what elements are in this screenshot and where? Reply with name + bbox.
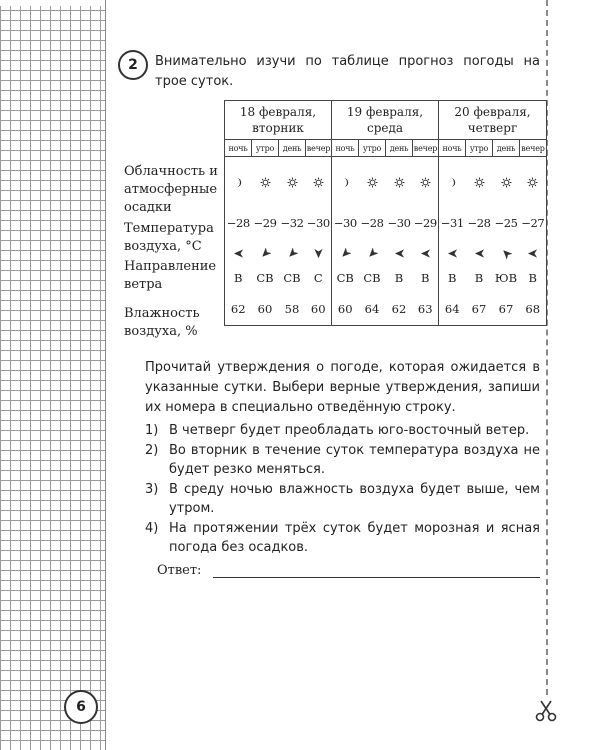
time-of-day-label: вечер — [306, 140, 332, 157]
wind-arrow-icon — [447, 248, 458, 259]
sun-icon — [260, 177, 271, 188]
temperature-cell: −28 — [360, 216, 384, 230]
wind-arrow-cell — [413, 241, 439, 263]
wind-direction-cell: В — [439, 263, 466, 293]
humidity-cell: 67 — [466, 293, 493, 326]
graph-paper-margin — [0, 0, 106, 750]
humidity-cell: 60 — [332, 293, 359, 326]
humidity-cell: 60 — [306, 293, 332, 326]
row-label-humidity: Влажность воздуха, % — [124, 306, 200, 339]
wind-arrow-icon — [420, 248, 431, 259]
wind-arrow-cell — [359, 241, 386, 263]
wind-arrow-icon — [474, 248, 485, 259]
time-of-day-label: день — [279, 140, 306, 157]
wind-direction-cell: С — [306, 263, 332, 293]
wind-arrow-cell — [332, 241, 359, 263]
wind-direction-cell: СВ — [283, 271, 301, 285]
temperature-cell: −28 — [467, 216, 491, 230]
sun-icon — [394, 177, 405, 188]
wind-arrow-cell — [225, 241, 252, 263]
statement-item: 2) Во вторник в течение суток температура воздуха не будет резко меняться. — [145, 443, 540, 477]
temperature-cell: −29 — [253, 216, 277, 230]
scissors-icon — [534, 700, 558, 722]
time-of-day-label: вечер — [520, 140, 547, 157]
time-of-day-label: вечер — [413, 140, 439, 157]
wind-arrow-cell — [520, 241, 547, 263]
wind-direction-cell: В — [520, 263, 547, 293]
wind-arrow-icon — [394, 248, 405, 259]
cloud-cell — [413, 157, 439, 206]
temperature-cell: −30 — [306, 205, 332, 241]
time-of-day-label: день — [386, 140, 413, 157]
day-header: 20 февраля, четверг — [439, 101, 547, 140]
temperature-cell: −29 — [413, 205, 439, 241]
sun-icon — [474, 177, 485, 188]
wind-arrow-icon — [313, 248, 324, 259]
wind-arrow-cell — [306, 241, 332, 263]
sun-icon — [313, 177, 324, 188]
statement-item: 1) В четверг будет преобладать юго-восточный ветер. — [145, 423, 530, 438]
temperature-cell: −27 — [520, 205, 547, 241]
time-of-day-label: ночь — [225, 140, 252, 157]
wind-direction-cell: В — [413, 263, 439, 293]
cloud-cell — [332, 157, 359, 206]
row-label-temperature: Температура воздуха, °C — [124, 221, 214, 254]
humidity-cell: 67 — [493, 293, 520, 326]
time-of-day-label: утро — [466, 140, 493, 157]
sun-icon — [420, 177, 431, 188]
time-of-day-label: день — [493, 140, 520, 157]
sun-icon — [287, 177, 298, 188]
humidity-cell: 62 — [386, 293, 413, 326]
sun-icon — [367, 177, 378, 188]
weather-forecast-table — [224, 100, 547, 326]
cloud-cell — [466, 157, 493, 206]
temperature-cell: −28 — [225, 205, 252, 241]
day-header: 18 февраля, вторник — [225, 101, 332, 140]
task-number-badge: 2 — [118, 50, 148, 80]
wind-direction-cell: СВ — [332, 263, 359, 293]
temperature-cell: −32 — [280, 216, 304, 230]
wind-arrow-icon — [233, 248, 244, 259]
wind-arrow-icon — [340, 248, 351, 259]
time-of-day-label: ночь — [439, 140, 466, 157]
wind-arrow-cell — [466, 241, 493, 263]
sun-icon — [527, 177, 538, 188]
wind-arrow-icon — [260, 248, 271, 259]
cloud-cell — [386, 157, 413, 206]
wind-arrow-cell — [252, 241, 279, 263]
time-of-day-label: ночь — [332, 140, 359, 157]
humidity-cell: 68 — [520, 293, 547, 326]
humidity-cell: 64 — [359, 293, 386, 326]
wind-direction-cell: СВ — [363, 271, 381, 285]
statements-list — [145, 421, 540, 558]
instructions-text: Прочитай утверждения о погоде, которая ожидается в указанные сутки. Выбери верные утверждения, запиши их номера в специально отведённую строку. — [145, 360, 540, 415]
wind-arrow-cell — [386, 241, 413, 263]
wind-arrow-icon — [527, 248, 538, 259]
humidity-cell: 64 — [439, 293, 466, 326]
page-number: 6 — [64, 690, 98, 724]
wind-direction-cell: СВ — [256, 271, 274, 285]
cloud-cell — [306, 157, 332, 206]
humidity-cell: 58 — [279, 293, 306, 326]
day-header: 19 февраля, среда — [332, 101, 439, 140]
temperature-cell: −25 — [494, 216, 518, 230]
answer-label: Ответ: — [157, 563, 202, 578]
temperature-cell: −30 — [332, 205, 359, 241]
moon-icon — [340, 177, 351, 188]
humidity-cell: 60 — [252, 293, 279, 326]
wind-arrow-cell — [493, 241, 520, 263]
temperature-cell: −31 — [439, 205, 466, 241]
sun-icon — [501, 177, 512, 188]
temperature-cell: −30 — [387, 216, 411, 230]
cloud-cell — [493, 157, 520, 206]
moon-icon — [233, 177, 244, 188]
humidity-cell: 63 — [413, 293, 439, 326]
answer-input-line[interactable] — [213, 577, 540, 578]
statement-item: 4) На протяжении трёх суток будет морозная и ясная погода без осадков. — [145, 521, 540, 555]
time-of-day-label: утро — [252, 140, 279, 157]
task-prompt: Внимательно изучи по таблице прогноз погоды на трое суток. — [155, 54, 540, 89]
wind-arrow-icon — [501, 248, 512, 259]
wind-arrow-cell — [439, 241, 466, 263]
wind-direction-cell: В — [474, 271, 484, 285]
cloud-cell — [279, 157, 306, 206]
humidity-cell: 62 — [225, 293, 252, 326]
moon-icon — [447, 177, 458, 188]
wind-arrow-icon — [367, 248, 378, 259]
time-of-day-label: утро — [359, 140, 386, 157]
cloud-cell — [225, 157, 252, 206]
wind-direction-cell: В — [225, 263, 252, 293]
cloud-cell — [359, 157, 386, 206]
wind-arrow-cell — [279, 241, 306, 263]
cloud-cell — [520, 157, 547, 206]
cloud-cell — [439, 157, 466, 206]
wind-arrow-icon — [287, 248, 298, 259]
cloud-cell — [252, 157, 279, 206]
row-label-wind: Направление ветра — [124, 259, 217, 292]
row-label-clouds: Облачность и атмосферные осадки — [124, 164, 218, 215]
wind-direction-cell: В — [394, 271, 404, 285]
wind-direction-cell: ЮВ — [494, 271, 518, 285]
statement-item: 3) В среду ночью влажность воздуха будет выше, чем утром. — [145, 482, 540, 516]
